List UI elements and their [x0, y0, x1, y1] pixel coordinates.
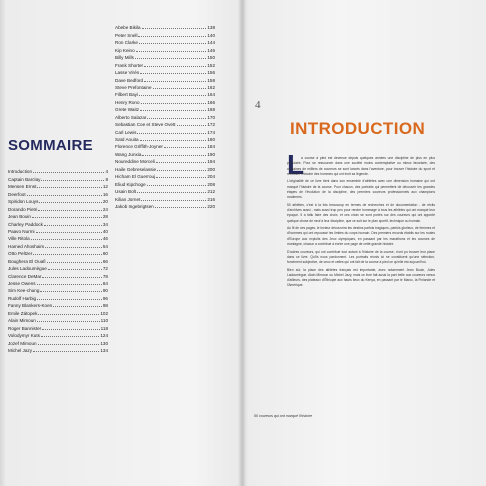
toc-dot-leader	[140, 139, 207, 141]
toc-dot-leader	[48, 268, 102, 270]
toc-entry	[115, 127, 215, 134]
body-paragraph: Au fil de ces pages, le lecteur découvrira les destins parfois tragiques, parfois glorieux, de femmes et d'hommes qui ont repoussé les limites du corps humain. Des premiers records établis sur les routes d'Europe aux exploits des Jeux olympiques, en passant par les marathons et les courses de montagne, chacun a contribué à écrire une page de cette grande histoire.	[287, 226, 435, 247]
toc-entry	[115, 120, 215, 127]
toc-entry	[8, 174, 108, 181]
toc-dot-leader	[147, 184, 207, 186]
toc-dot-leader	[156, 176, 206, 178]
toc-entry	[8, 234, 108, 241]
toc-entry-name: Steve Prefontaine	[115, 84, 152, 90]
toc-entry-name: Carl Lewis	[115, 129, 137, 135]
toc-entry-page: 4	[105, 169, 108, 175]
toc-dot-leader	[41, 179, 104, 181]
toc-entry-name: Rudolf Harbig	[8, 295, 37, 301]
toc-entry-page: 208	[207, 181, 215, 187]
toc-dot-leader	[177, 124, 207, 126]
toc-entry-page: 12	[102, 184, 108, 190]
toc-entry-name: Clarence DeMar	[8, 273, 42, 279]
toc-entry-page: 152	[207, 62, 215, 68]
toc-dot-leader	[40, 290, 101, 292]
toc-dot-leader	[142, 154, 206, 156]
toc-entry	[8, 227, 108, 234]
toc-entry-page: 158	[207, 77, 215, 83]
toc-entry-page: 184	[207, 144, 215, 150]
toc-entry-name: Filbert Bayi	[115, 92, 138, 98]
toc-entry-name: Frank Shorter	[115, 62, 144, 68]
toc-entry	[8, 212, 108, 219]
toc-entry-name: Eliud Kipchoge	[115, 181, 146, 187]
toc-entry	[8, 323, 108, 330]
toc-entry-page: 180	[207, 137, 215, 142]
toc-entry-name: Dorando Pietri	[8, 206, 38, 212]
toc-entry	[115, 194, 215, 201]
toc-entry	[8, 204, 108, 211]
toc-entry-name: Emile Zátopek	[8, 310, 38, 316]
toc-entry-page: 220	[207, 203, 215, 209]
toc-entry-page: 78	[102, 273, 108, 279]
toc-dot-leader	[139, 42, 206, 44]
toc-entry	[8, 346, 108, 353]
toc-dot-leader	[42, 328, 99, 330]
toc-dot-leader	[33, 171, 104, 173]
toc-entry	[115, 97, 215, 104]
toc-entry	[8, 301, 108, 308]
toc-entry-page: 200	[207, 166, 215, 172]
toc-entry-page: 134	[100, 347, 108, 353]
toc-entry-name: Jean Bouin	[8, 214, 31, 220]
body-paragraph: D'autres coureurs, qui ont contribué tout autant à l'histoire de la course, n'ont pu trouver leur place dans ce livre. Qu'ils nous pardonnent. Les portraits réunis ici ne constituent qu'une sélection, forcément subjective, de ceux et celles qui ont fait de la course à pied ce qu'elle est aujourd'hui.	[287, 249, 435, 265]
toc-entry-page: 46	[102, 236, 108, 242]
toc-dot-leader	[38, 209, 102, 211]
toc-entry-page: 168	[207, 107, 215, 113]
sommaire-title: SOMMAIRE	[8, 137, 93, 154]
toc-entry	[115, 164, 215, 171]
toc-dot-leader	[33, 350, 99, 352]
toc-entry-name: Boughera El Ouafi	[8, 258, 46, 264]
toc-entry-name: Fanny Blankers-Koen	[8, 303, 53, 309]
toc-entry-page: 40	[102, 228, 108, 234]
toc-entry-page: 194	[207, 159, 215, 165]
body-paragraph: a course à pied est devenue depuis quelques années une discipline de plus en plus populaire. Pour se ressourcer dans une société moins contemplative ou mieux favorisée, des centaines de milliers de coureurs se sont lancés dans l'aventure, pour trouver l'histoire du sport et retrouver l'histoire des hommes qui ont écrit sa légende.	[287, 156, 435, 176]
toc-entry-page: 204	[207, 174, 215, 180]
toc-entry-page: 90	[102, 288, 108, 294]
toc-entry-name: Hicham El Guerrouj	[115, 174, 156, 180]
toc-entry	[115, 83, 215, 90]
toc-entry	[115, 202, 215, 209]
toc-entry	[8, 331, 108, 338]
toc-dot-leader	[53, 305, 102, 307]
toc-entry-page: 156	[207, 70, 215, 76]
toc-entry	[115, 172, 215, 179]
toc-entry	[8, 316, 108, 323]
toc-entry-name: Ville Ritola	[8, 236, 30, 242]
toc-entry-page: 130	[100, 340, 108, 346]
toc-dot-leader	[38, 313, 99, 315]
toc-dot-leader	[135, 57, 206, 59]
toc-entry-name: Introduction	[8, 169, 33, 175]
toc-entry	[8, 308, 108, 315]
toc-dot-leader	[137, 132, 206, 134]
toc-entry-page: 16	[102, 191, 108, 197]
toc-entry-page: 20	[102, 199, 108, 205]
toc-entry	[115, 112, 215, 119]
toc-entry-page: 144	[207, 40, 215, 46]
toc-entry-page: 138	[207, 25, 215, 31]
toc-entry-name: Sim Kee-chung	[8, 288, 40, 294]
toc-entry	[115, 90, 215, 97]
toc-dot-leader	[37, 186, 102, 188]
toc-dot-leader	[137, 191, 206, 193]
book-gutter	[238, 0, 246, 486]
toc-entry	[115, 75, 215, 82]
toc-entry-page: 150	[207, 55, 215, 61]
toc-dot-leader	[157, 169, 206, 171]
toc-entry	[115, 30, 215, 37]
toc-entry	[115, 45, 215, 52]
toc-dot-leader	[140, 109, 206, 111]
page-footer: 50 coureurs qui ont marqué l'histoire	[254, 414, 313, 418]
toc-entry-name: Mensen Ernst	[8, 184, 37, 190]
toc-dot-leader	[153, 87, 207, 89]
toc-entry-page: 190	[207, 151, 215, 157]
toc-entry-name: Ron Clarke	[115, 40, 138, 46]
toc-entry-page: 102	[100, 310, 108, 316]
toc-entry-page: 172	[207, 122, 215, 128]
toc-entry-name: Paavo Nurmi	[8, 228, 35, 234]
toc-entry-name: Otto Peltzer	[8, 251, 33, 257]
toc-entry	[8, 249, 108, 256]
toc-entry	[8, 338, 108, 345]
toc-entry	[8, 189, 108, 196]
toc-entry-name: Florence Griffith-Joyner	[115, 144, 163, 150]
toc-entry-page: 110	[100, 318, 108, 324]
toc-entry-name: Haile Gebreselassie	[115, 166, 157, 172]
toc-dot-leader	[144, 65, 206, 67]
drop-cap: L	[287, 149, 305, 180]
toc-entry-page: 162	[207, 84, 215, 90]
toc-entry-name: Jozef Mimoun	[8, 340, 37, 346]
toc-entry-name: Kilian Jornet	[115, 196, 141, 202]
toc-entry-name: Jesse Owens	[8, 281, 36, 286]
toc-entry	[115, 23, 215, 30]
body-paragraph: Bien sûr, la place des athlètes français est importante, avec notamment Jean Bouin, Jules Ladoumègue, Alain Mimoun ou Michel Jazy, mais ce livre fait aussi la part belle aux coureurs venus d'ailleurs, des plateaux d'Éthiopie aux hauts lieux du Kenya, en passant par le Maroc, la Finlande et l'Amérique.	[287, 267, 435, 288]
toc-entry-page: 54	[102, 243, 108, 249]
toc-entry	[8, 286, 108, 293]
toc-entry-page: 174	[207, 129, 215, 135]
toc-entry	[8, 219, 108, 226]
toc-dot-leader	[138, 35, 206, 37]
toc-entry	[115, 187, 215, 194]
toc-entry-page: 212	[207, 189, 215, 195]
introduction-title: INTRODUCTION	[290, 119, 426, 138]
toc-dot-leader	[144, 80, 206, 82]
toc-entry-page: 28	[102, 214, 108, 220]
toc-entry-page: 96	[102, 295, 108, 301]
toc-entry-name: Roger Bannister	[8, 325, 42, 331]
toc-entry-name: Kip Keino	[115, 47, 135, 53]
toc-dot-leader	[37, 283, 102, 285]
toc-entry	[115, 53, 215, 60]
toc-entry	[115, 149, 215, 156]
toc-entry-page: 140	[207, 32, 215, 38]
toc-dot-leader	[41, 335, 99, 337]
toc-entry	[8, 197, 108, 204]
toc-dot-leader	[27, 194, 102, 196]
toc-entry	[115, 105, 215, 112]
toc-entry-page: 24	[102, 206, 108, 212]
toc-entry-page: 8	[105, 176, 108, 182]
toc-entry	[8, 279, 108, 286]
toc-dot-leader	[36, 231, 102, 233]
toc-entry-page: 164	[207, 92, 215, 98]
toc-entry-page: 170	[207, 114, 215, 120]
toc-entry-name: Hamed Ahoshaim	[8, 243, 45, 249]
toc-entry-page: 60	[102, 251, 108, 257]
toc-dot-leader	[44, 224, 102, 226]
toc-entry-name: Saïd Aouita	[115, 137, 139, 142]
toc-entry	[115, 179, 215, 186]
toc-column-left	[8, 167, 108, 353]
toc-entry-page: 72	[102, 266, 108, 272]
toc-entry	[8, 167, 108, 174]
toc-entry-name: Lasse Virén	[115, 70, 140, 76]
toc-entry	[115, 68, 215, 75]
toc-entry	[115, 142, 215, 149]
toc-dot-leader	[47, 261, 102, 263]
body-paragraph: L'originalité de ce livre tient dans son ensemble d'athlètes avec une dimension humaine qui ont marqué l'histoire de la course. Pour chacun, des portraits qui permettent de découvrir les grandes étapes de l'évolution de la discipline, des premiers coureurs professionnels aux champions modernes.	[287, 179, 435, 200]
toc-entry	[8, 241, 108, 248]
toc-dot-leader	[32, 216, 102, 218]
toc-entry-name: Grete Waitz	[115, 107, 140, 113]
toc-dot-leader	[141, 199, 206, 201]
toc-dot-leader	[31, 238, 102, 240]
toc-entry-name: Jakob Ingebrigtsen	[115, 203, 154, 209]
toc-entry-name: Michel Jazy	[8, 347, 32, 353]
toc-dot-leader	[33, 253, 102, 255]
toc-entry-page: 34	[102, 221, 108, 227]
toc-entry	[115, 60, 215, 67]
toc-dot-leader	[42, 276, 101, 278]
toc-entry-name: Alain Mimoun	[8, 318, 36, 324]
toc-dot-leader	[139, 94, 206, 96]
toc-entry-name: Usain Bolt	[115, 189, 136, 195]
toc-entry	[8, 264, 108, 271]
toc-dot-leader	[136, 50, 207, 52]
toc-entry-name: Abebe Bikila	[115, 25, 141, 31]
toc-entry-name: Spiridon Louys	[8, 199, 39, 205]
toc-entry-name: Dave Bedford	[115, 77, 144, 83]
toc-dot-leader	[147, 117, 206, 119]
toc-entry-name: Billy Mills	[115, 55, 134, 61]
toc-entry-name: Deerfoot	[8, 191, 26, 197]
toc-dot-leader	[142, 27, 207, 29]
toc-entry-name: Captain Barclay	[8, 176, 41, 182]
toc-dot-leader	[39, 201, 101, 203]
toc-entry-name: Jules Ladoumègue	[8, 266, 47, 272]
toc-entry-name: Volodymyr Kuts	[8, 333, 40, 339]
toc-entry-page: 84	[102, 281, 108, 286]
toc-entry-page: 66	[102, 258, 108, 264]
toc-column-right	[115, 23, 215, 209]
toc-entry-name: Noureddine Morceli	[115, 159, 155, 165]
toc-entry	[8, 182, 108, 189]
toc-entry-name: Sebastian Coe et Steve Ovett	[115, 122, 176, 128]
toc-entry-page: 146	[207, 47, 215, 53]
toc-entry	[115, 38, 215, 45]
page-number: 4	[255, 99, 261, 111]
body-paragraph: 50 athlètes, c'est à la fois beaucoup en termes de recherches et de documentation - de récits d'archives aussi - mais aussi trop peu pour rendre hommage à tous les athlètes qui ont marqué leur époque. Il a fallu faire des choix, et ces choix se sont portés sur des coureurs qui ont apporté quelque chose de neuf à leur discipline, que ce soit sur le plan sportif, technique ou humain.	[287, 202, 435, 223]
toc-entry-page: 98	[102, 303, 108, 309]
toc-dot-leader	[38, 343, 100, 345]
toc-entry-name: Henry Rono	[115, 99, 140, 105]
toc-entry	[115, 157, 215, 164]
toc-dot-leader	[45, 246, 102, 248]
toc-dot-leader	[140, 72, 206, 74]
toc-entry-name: Wang Junxia	[115, 151, 142, 157]
toc-dot-leader	[156, 161, 206, 163]
toc-dot-leader	[164, 146, 206, 148]
introduction-body	[287, 156, 435, 291]
toc-dot-leader	[37, 298, 102, 300]
toc-entry-page: 124	[100, 333, 108, 339]
toc-entry-name: Alberto Salazar	[115, 114, 147, 120]
toc-entry	[115, 135, 215, 142]
toc-entry-name: Peter Snell	[115, 32, 138, 38]
toc-entry	[8, 256, 108, 263]
toc-entry-name: Charley Paddock	[8, 221, 43, 227]
toc-dot-leader	[155, 206, 207, 208]
toc-entry	[8, 293, 108, 300]
toc-entry-page: 216	[207, 196, 215, 202]
toc-entry-page: 118	[100, 325, 108, 331]
toc-dot-leader	[37, 320, 100, 322]
toc-entry	[8, 271, 108, 278]
toc-entry-page: 166	[207, 99, 215, 105]
toc-dot-leader	[141, 102, 207, 104]
